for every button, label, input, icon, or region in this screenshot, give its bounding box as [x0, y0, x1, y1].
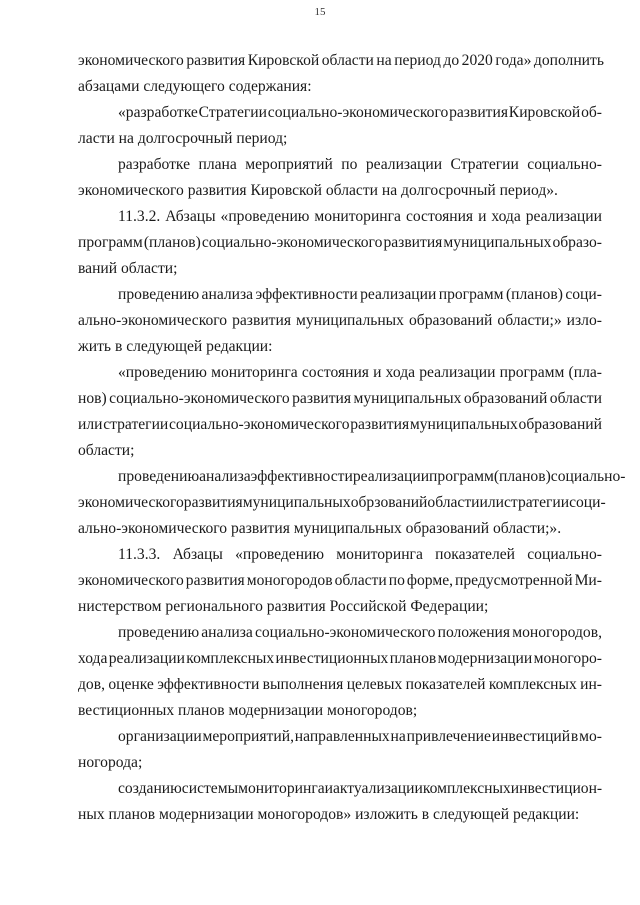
word: социально-	[550, 468, 626, 485]
word: области	[549, 390, 602, 407]
word: мониторинга	[238, 780, 325, 797]
word: муниципальных	[443, 234, 552, 251]
word: моногоро-	[533, 650, 602, 667]
text-line	[78, 312, 602, 330]
word: моногородов	[246, 572, 333, 589]
word: эффективности	[157, 676, 260, 693]
word: хода	[78, 650, 108, 667]
word: дов,	[78, 676, 105, 693]
word: разработке	[118, 156, 191, 173]
word: дополнить	[533, 52, 604, 69]
word: проведению	[118, 286, 200, 303]
text-line	[78, 676, 602, 694]
word: реализации	[365, 156, 443, 173]
word: анализа	[199, 468, 251, 485]
word: Ми-	[574, 572, 602, 589]
word: программ	[78, 234, 143, 251]
text-line	[78, 390, 602, 408]
word: хода	[385, 364, 416, 381]
word: развития	[383, 234, 443, 251]
text-line: области;	[78, 442, 135, 459]
word: мо-	[579, 728, 602, 745]
text-line	[118, 208, 602, 226]
word: 11.3.3.	[118, 546, 161, 563]
word: экономического	[78, 572, 184, 589]
word: эффективности	[255, 286, 358, 303]
word: Кировской	[247, 52, 320, 69]
word: развития	[449, 104, 508, 121]
text-line	[118, 156, 602, 174]
word: положения	[437, 624, 511, 641]
word: Стратегии	[198, 104, 267, 121]
word: проведению	[118, 468, 200, 485]
word: социально-экономического	[254, 624, 436, 641]
text-line	[118, 286, 602, 304]
word: ально-экономического	[78, 312, 228, 329]
word: муниципальных	[242, 494, 351, 511]
text-line: ваний области;	[78, 260, 178, 277]
text-line	[118, 104, 602, 122]
word: на	[376, 52, 392, 69]
word: организации	[118, 728, 202, 745]
word: программ	[499, 364, 565, 381]
word: комплексных	[422, 780, 511, 797]
word: «разработке	[118, 104, 198, 121]
word: социально-экономического	[267, 104, 449, 121]
word: реализации	[352, 468, 430, 485]
word: предусмотренной	[455, 572, 573, 589]
text-line	[118, 546, 602, 564]
word: анализа	[201, 624, 253, 641]
word: социально-	[527, 546, 602, 563]
word: образований	[408, 312, 493, 329]
word: и	[324, 780, 334, 797]
word: 2020	[461, 52, 493, 69]
word: комплексных	[186, 650, 275, 667]
word: развития	[232, 312, 291, 329]
word: мониторинга	[211, 364, 298, 381]
word: социально-экономического	[169, 416, 350, 433]
word: мероприятий,	[202, 728, 294, 745]
word: муниципальных	[353, 390, 462, 407]
word: показателей	[435, 546, 515, 563]
word: образований	[463, 390, 548, 407]
word: (планов)	[493, 468, 551, 485]
word: образо-	[552, 234, 602, 251]
word: социально-экономического	[201, 234, 383, 251]
word: об-	[581, 104, 602, 121]
word: по	[341, 156, 358, 173]
word: (планов)	[143, 234, 201, 251]
word: экономического	[78, 494, 184, 511]
word: ин-	[580, 676, 602, 693]
word: Кировской	[508, 104, 581, 121]
word: модернизации	[437, 650, 533, 667]
text-line: вестиционных планов модернизации моногородов;	[78, 702, 418, 719]
word: программ	[429, 468, 494, 485]
text-line: жить в следующей редакции:	[78, 338, 273, 355]
word: Стратегии	[450, 156, 519, 173]
text-line: экономического развития Кировской области на долгосрочный период».	[78, 182, 558, 199]
word: и	[373, 364, 382, 381]
word: развития	[183, 494, 243, 511]
page-number: 15	[314, 6, 326, 18]
word: эффективности	[250, 468, 353, 485]
text-line	[78, 416, 602, 434]
word: выполнения	[262, 676, 344, 693]
text-line	[118, 780, 602, 798]
word: Абзацы	[172, 546, 223, 563]
text-line	[78, 234, 602, 252]
word: состояния	[301, 364, 369, 381]
word: (пла-	[568, 364, 602, 381]
text-line	[118, 624, 602, 642]
word: анализа	[201, 286, 254, 303]
word: года»	[495, 52, 532, 69]
word: социально-	[527, 156, 602, 173]
word: экономического	[78, 52, 184, 69]
word: области	[334, 572, 387, 589]
word: области;»	[497, 312, 562, 329]
text-line: абзацами следующего содержания:	[78, 78, 312, 95]
word: соци-	[569, 494, 606, 511]
word: изло-	[566, 312, 602, 329]
word: нов)	[78, 390, 107, 407]
word: образований	[518, 416, 602, 433]
word: по	[388, 572, 405, 589]
word: мониторинга	[314, 208, 401, 225]
text-line: ных планов модернизации моногородов» изложить в следующей редакции:	[78, 806, 580, 823]
word: привлечение	[406, 728, 491, 745]
word: моногородов,	[512, 624, 602, 641]
word: показателей	[405, 676, 486, 693]
text-line	[118, 468, 626, 486]
word: развития	[185, 572, 245, 589]
word: развития	[186, 52, 246, 69]
word: или	[479, 494, 505, 511]
word: «проведению	[118, 364, 207, 381]
text-line: ально-экономического развития муниципальных образований области;».	[78, 520, 562, 537]
text-line	[78, 572, 602, 590]
word: инвестицион-	[510, 780, 603, 797]
word: инвестиционных	[275, 650, 389, 667]
word: программ	[438, 286, 504, 303]
word: области	[427, 494, 480, 511]
word: период	[394, 52, 441, 69]
word: муниципальных	[409, 416, 518, 433]
word: на	[390, 728, 406, 745]
word: (планов)	[505, 286, 563, 303]
word: системы	[181, 780, 239, 797]
word: форме,	[406, 572, 454, 589]
word: муниципальных	[296, 312, 404, 329]
text-line: ласти на долгосрочный период;	[78, 130, 288, 147]
text-line	[118, 728, 602, 746]
word: стратегии	[103, 416, 169, 433]
word: или	[78, 416, 103, 433]
text-line	[78, 52, 604, 70]
word: «проведению	[235, 546, 325, 563]
text-line: ногорода;	[78, 754, 143, 771]
word: реализации	[360, 286, 437, 303]
word: хода	[491, 208, 521, 225]
word: развития	[292, 390, 352, 407]
word: Абзацы	[165, 208, 216, 225]
word: реализации	[525, 208, 602, 225]
text-line	[78, 494, 606, 512]
word: социально-экономического	[109, 390, 290, 407]
word: оценке	[108, 676, 154, 693]
word: 11.3.2.	[118, 208, 161, 225]
word: целевых	[346, 676, 403, 693]
text-line: нистерством регионального развития Российской Федерации;	[78, 598, 489, 615]
word: состояния	[405, 208, 474, 225]
word: «проведению	[220, 208, 310, 225]
word: мониторинга	[336, 546, 423, 563]
word: проведению	[118, 624, 200, 641]
word: области	[321, 52, 374, 69]
word: обрзований	[350, 494, 428, 511]
word: мероприятий	[245, 156, 333, 173]
word: до	[443, 52, 460, 69]
word: направленных	[294, 728, 390, 745]
word: актуализации	[333, 780, 423, 797]
word: реализации	[108, 650, 185, 667]
word: планов	[389, 650, 437, 667]
word: комплексных	[488, 676, 577, 693]
word: созданию	[118, 780, 182, 797]
word: реализации	[419, 364, 496, 381]
text-line	[118, 364, 602, 382]
word: соци-	[565, 286, 602, 303]
word: и	[478, 208, 487, 225]
word: плана	[198, 156, 237, 173]
word: стратегии	[504, 494, 570, 511]
word: инвестиций	[491, 728, 571, 745]
text-line	[78, 650, 602, 668]
word: развития	[350, 416, 410, 433]
word: в	[570, 728, 579, 745]
